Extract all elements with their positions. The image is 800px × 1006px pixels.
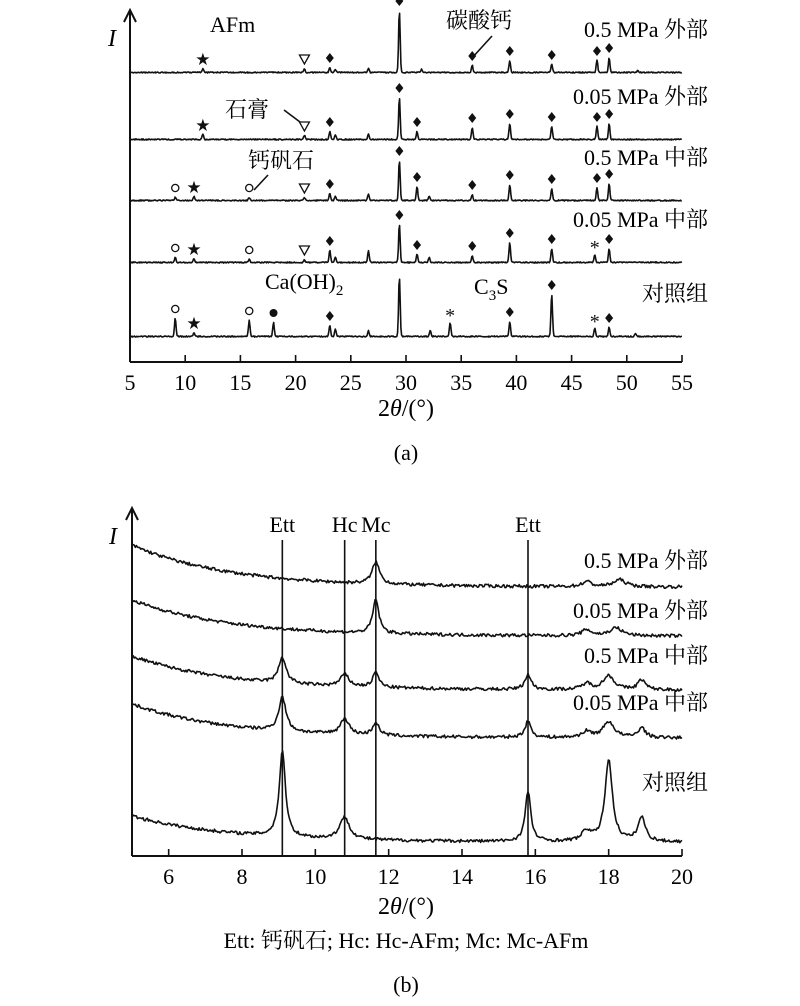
panel-a-series-control-circle-marker: [246, 307, 253, 314]
panel-a-series-0-05-mpa-diamond-marker: [395, 83, 403, 93]
panel-b-x-tick-label: 8: [236, 864, 248, 889]
panel-a-series-0-05-mpa-star-marker: ★: [195, 116, 211, 135]
panel-a-x-tick-label: 30: [395, 370, 417, 395]
panel-b-series-control-label: 对照组: [641, 770, 708, 795]
annotation-calcium-hydroxide: [265, 269, 343, 299]
panel-a-series-0-05-mpa-diamond-marker: [468, 241, 476, 251]
reference-label-ett: Ett: [515, 512, 541, 537]
panel-a-series-0-5-mpa-diamond-marker: [605, 43, 613, 53]
annotation-calcium-hydroxide-text: $Ca(OH)_2$: [265, 269, 344, 299]
panel-a-series-0-5-mpa-star-marker: ★: [195, 50, 211, 69]
panel-a-series-0-05-mpa-diamond-marker: [506, 228, 514, 238]
panel-b-series-0-5-mpa-label: 0.5 MPa 外部: [583, 548, 708, 573]
panel-a-series-0-05-mpa-diamond-marker: [468, 113, 476, 123]
panel-a-series-control-dot-marker: [270, 309, 278, 317]
panel-b-y-axis-label: I: [109, 524, 117, 550]
annotation-gypsum-leader: [284, 110, 300, 122]
annotation-afm-text: AFm: [210, 12, 256, 37]
panel-a-series-0-5-mpa-tri-marker: [299, 184, 309, 193]
reference-label-hc: Hc: [331, 512, 358, 537]
panel-a-series-0-5-mpa-diamond-marker: [506, 170, 514, 180]
panel-a-series-control-circle-marker: [172, 305, 179, 312]
panel-a-series-0-05-mpa-label: 0.05 MPa 中部: [572, 207, 708, 232]
panel-b-series-0-05-mpa-label: 0.05 MPa 中部: [572, 690, 708, 715]
panel-a-series-control: [130, 279, 682, 337]
panel-a-label: (a): [393, 440, 419, 465]
panel-b-caption: Ett: 钙矾石; Hc: Hc-AFm; Mc: Mc-AFm: [223, 928, 589, 953]
panel-a-series-0-5-mpa-diamond-marker: [593, 173, 601, 183]
annotation-gypsum-text: 石膏: [225, 97, 270, 122]
panel-b-x-tick-label: 12: [377, 864, 400, 889]
annotation-calcite-text: 碳酸钙: [446, 8, 513, 33]
panel-b-x-tick-label: 10: [304, 864, 327, 889]
reference-label-mc: Mc: [361, 512, 391, 537]
panel-a-x-tick-label: 5: [124, 370, 136, 395]
panel-a-y-axis-label: I: [108, 26, 116, 52]
panel-a-series-0-5-mpa-diamond-marker: [468, 180, 476, 190]
panel-a-x-tick-label: 25: [339, 370, 362, 395]
panel-a-series-0-05-mpa-asterisk-marker: *: [589, 237, 600, 259]
annotation-gypsum: [225, 97, 300, 122]
panel-a: [107, 0, 708, 465]
panel-b-x-axis-label: 2θ/(°): [377, 894, 435, 920]
panel-a-series-0-05-mpa-label: 0.05 MPa 外部: [572, 84, 708, 109]
panel-b-x-tick-label: 6: [163, 864, 175, 889]
panel-a-series-0-05-mpa-tri-marker: [299, 246, 309, 255]
panel-a-x-tick-label: 15: [229, 370, 252, 395]
panel-a-x-tick-label: 35: [450, 370, 473, 395]
panel-a-series-0-5-mpa-diamond-marker: [395, 0, 403, 6]
panel-a-series-0-05-mpa-diamond-marker: [395, 210, 403, 220]
panel-a-series-control-asterisk-marker: *: [589, 311, 600, 333]
panel-a-series-0-05-mpa-diamond-marker: [548, 234, 556, 244]
panel-a-series-0-5-mpa-label: 0.5 MPa 中部: [583, 145, 708, 170]
panel-a-series-0-5-mpa-diamond-marker: [605, 169, 613, 179]
panel-a-series-0-05-mpa-star-marker: ★: [186, 240, 202, 259]
panel-a-series-0-5-mpa-circle-marker: [246, 184, 253, 191]
panel-b: [108, 508, 708, 997]
panel-a-x-axis-label: 2θ/(°): [377, 396, 435, 422]
panel-b-series-0-5-mpa-label: 0.5 MPa 中部: [583, 643, 708, 668]
panel-a-series-0-5-mpa-diamond-marker: [548, 50, 556, 60]
panel-a-x-tick-label: 10: [174, 370, 197, 395]
panel-a-series-control-diamond-marker: [506, 307, 514, 317]
panel-a-series-0-5-mpa-diamond-marker: [593, 46, 601, 56]
panel-a-series-control-label: 对照组: [641, 281, 708, 306]
panel-a-series-0-05-mpa-diamond-marker: [413, 240, 421, 250]
panel-a-series-0-5-mpa-diamond-marker: [548, 174, 556, 184]
panel-a-series-0-5-mpa-diamond-marker: [506, 46, 514, 56]
reference-label-ett: Ett: [269, 512, 296, 537]
panel-a-x-tick-label: 40: [505, 370, 528, 395]
panel-b-x-tick-label: 16: [524, 864, 547, 889]
panel-b-series-0-05-mpa-label: 0.05 MPa 外部: [572, 598, 708, 623]
panel-a-series-0-5-mpa-diamond-marker: [326, 53, 334, 63]
panel-a-x-tick-label: 20: [284, 370, 307, 395]
panel-a-series-control-asterisk-marker: *: [445, 305, 456, 327]
annotation-afm: [210, 12, 255, 37]
annotation-ettringite-text: 钙矾石: [248, 148, 315, 173]
panel-b-series-control: [132, 751, 682, 843]
panel-a-series-0-5-mpa-star-marker: ★: [186, 178, 202, 197]
panel-b-x-tick-label: 18: [597, 864, 620, 889]
panel-a-series-0-05-mpa-diamond-marker: [506, 109, 514, 119]
panel-a-series-0-05-mpa-diamond-marker: [593, 112, 601, 122]
panel-a-series-0-5-mpa-label: 0.5 MPa 外部: [583, 17, 708, 42]
panel-a-series-0-5-mpa-circle-marker: [172, 184, 179, 191]
panel-a-series-0-5-mpa-tri-marker: [299, 55, 309, 64]
panel-a-series-0-05-mpa-diamond-marker: [605, 109, 613, 119]
panel-a-series-control-diamond-marker: [605, 313, 613, 323]
panel-a-x-tick-label: 55: [671, 370, 693, 395]
panel-a-x-tick-label: 50: [615, 370, 638, 395]
panel-a-x-tick-label: 45: [560, 370, 583, 395]
panel-a-series-0-05-mpa-diamond-marker: [413, 117, 421, 127]
annotation-c3s-text: $C_3S$: [474, 274, 509, 304]
panel-a-series-control-diamond-marker: [548, 280, 556, 290]
panel-a-series-0-5-mpa-diamond-marker: [395, 146, 403, 156]
annotation-c3s: [474, 274, 508, 304]
panel-a-series-0-05-mpa-diamond-marker: [548, 112, 556, 122]
panel-b-label: (b): [393, 972, 419, 997]
panel-a-series-control-diamond-marker: [326, 311, 334, 321]
panel-a-series-0-05-mpa-circle-marker: [172, 244, 179, 251]
panel-a-series-0-05-mpa-diamond-marker: [326, 236, 334, 246]
panel-a-series-control-star-marker: ★: [186, 314, 202, 333]
annotation-calcite: [446, 8, 512, 58]
panel-a-series-0-05-mpa-circle-marker: [246, 246, 253, 253]
panel-a-series-0-05-mpa-diamond-marker: [326, 117, 334, 127]
annotation-ettringite-leader: [254, 175, 268, 190]
panel-a-series-0-5-mpa-diamond-marker: [468, 51, 476, 61]
panel-a-series-0-5-mpa-diamond-marker: [413, 172, 421, 182]
panel-b-reference-lines: [269, 512, 540, 856]
panel-a-series-0-05-mpa-tri-marker: [299, 122, 309, 131]
panel-a-series-0-05-mpa-diamond-marker: [605, 234, 613, 244]
panel-b-x-tick-label: 20: [671, 864, 693, 889]
panel-a-series-0-5-mpa-diamond-marker: [326, 179, 334, 189]
panel-b-series-control-trace: [132, 751, 682, 843]
panel-b-x-tick-label: 14: [451, 864, 473, 889]
annotation-calcite-leader: [472, 36, 492, 58]
